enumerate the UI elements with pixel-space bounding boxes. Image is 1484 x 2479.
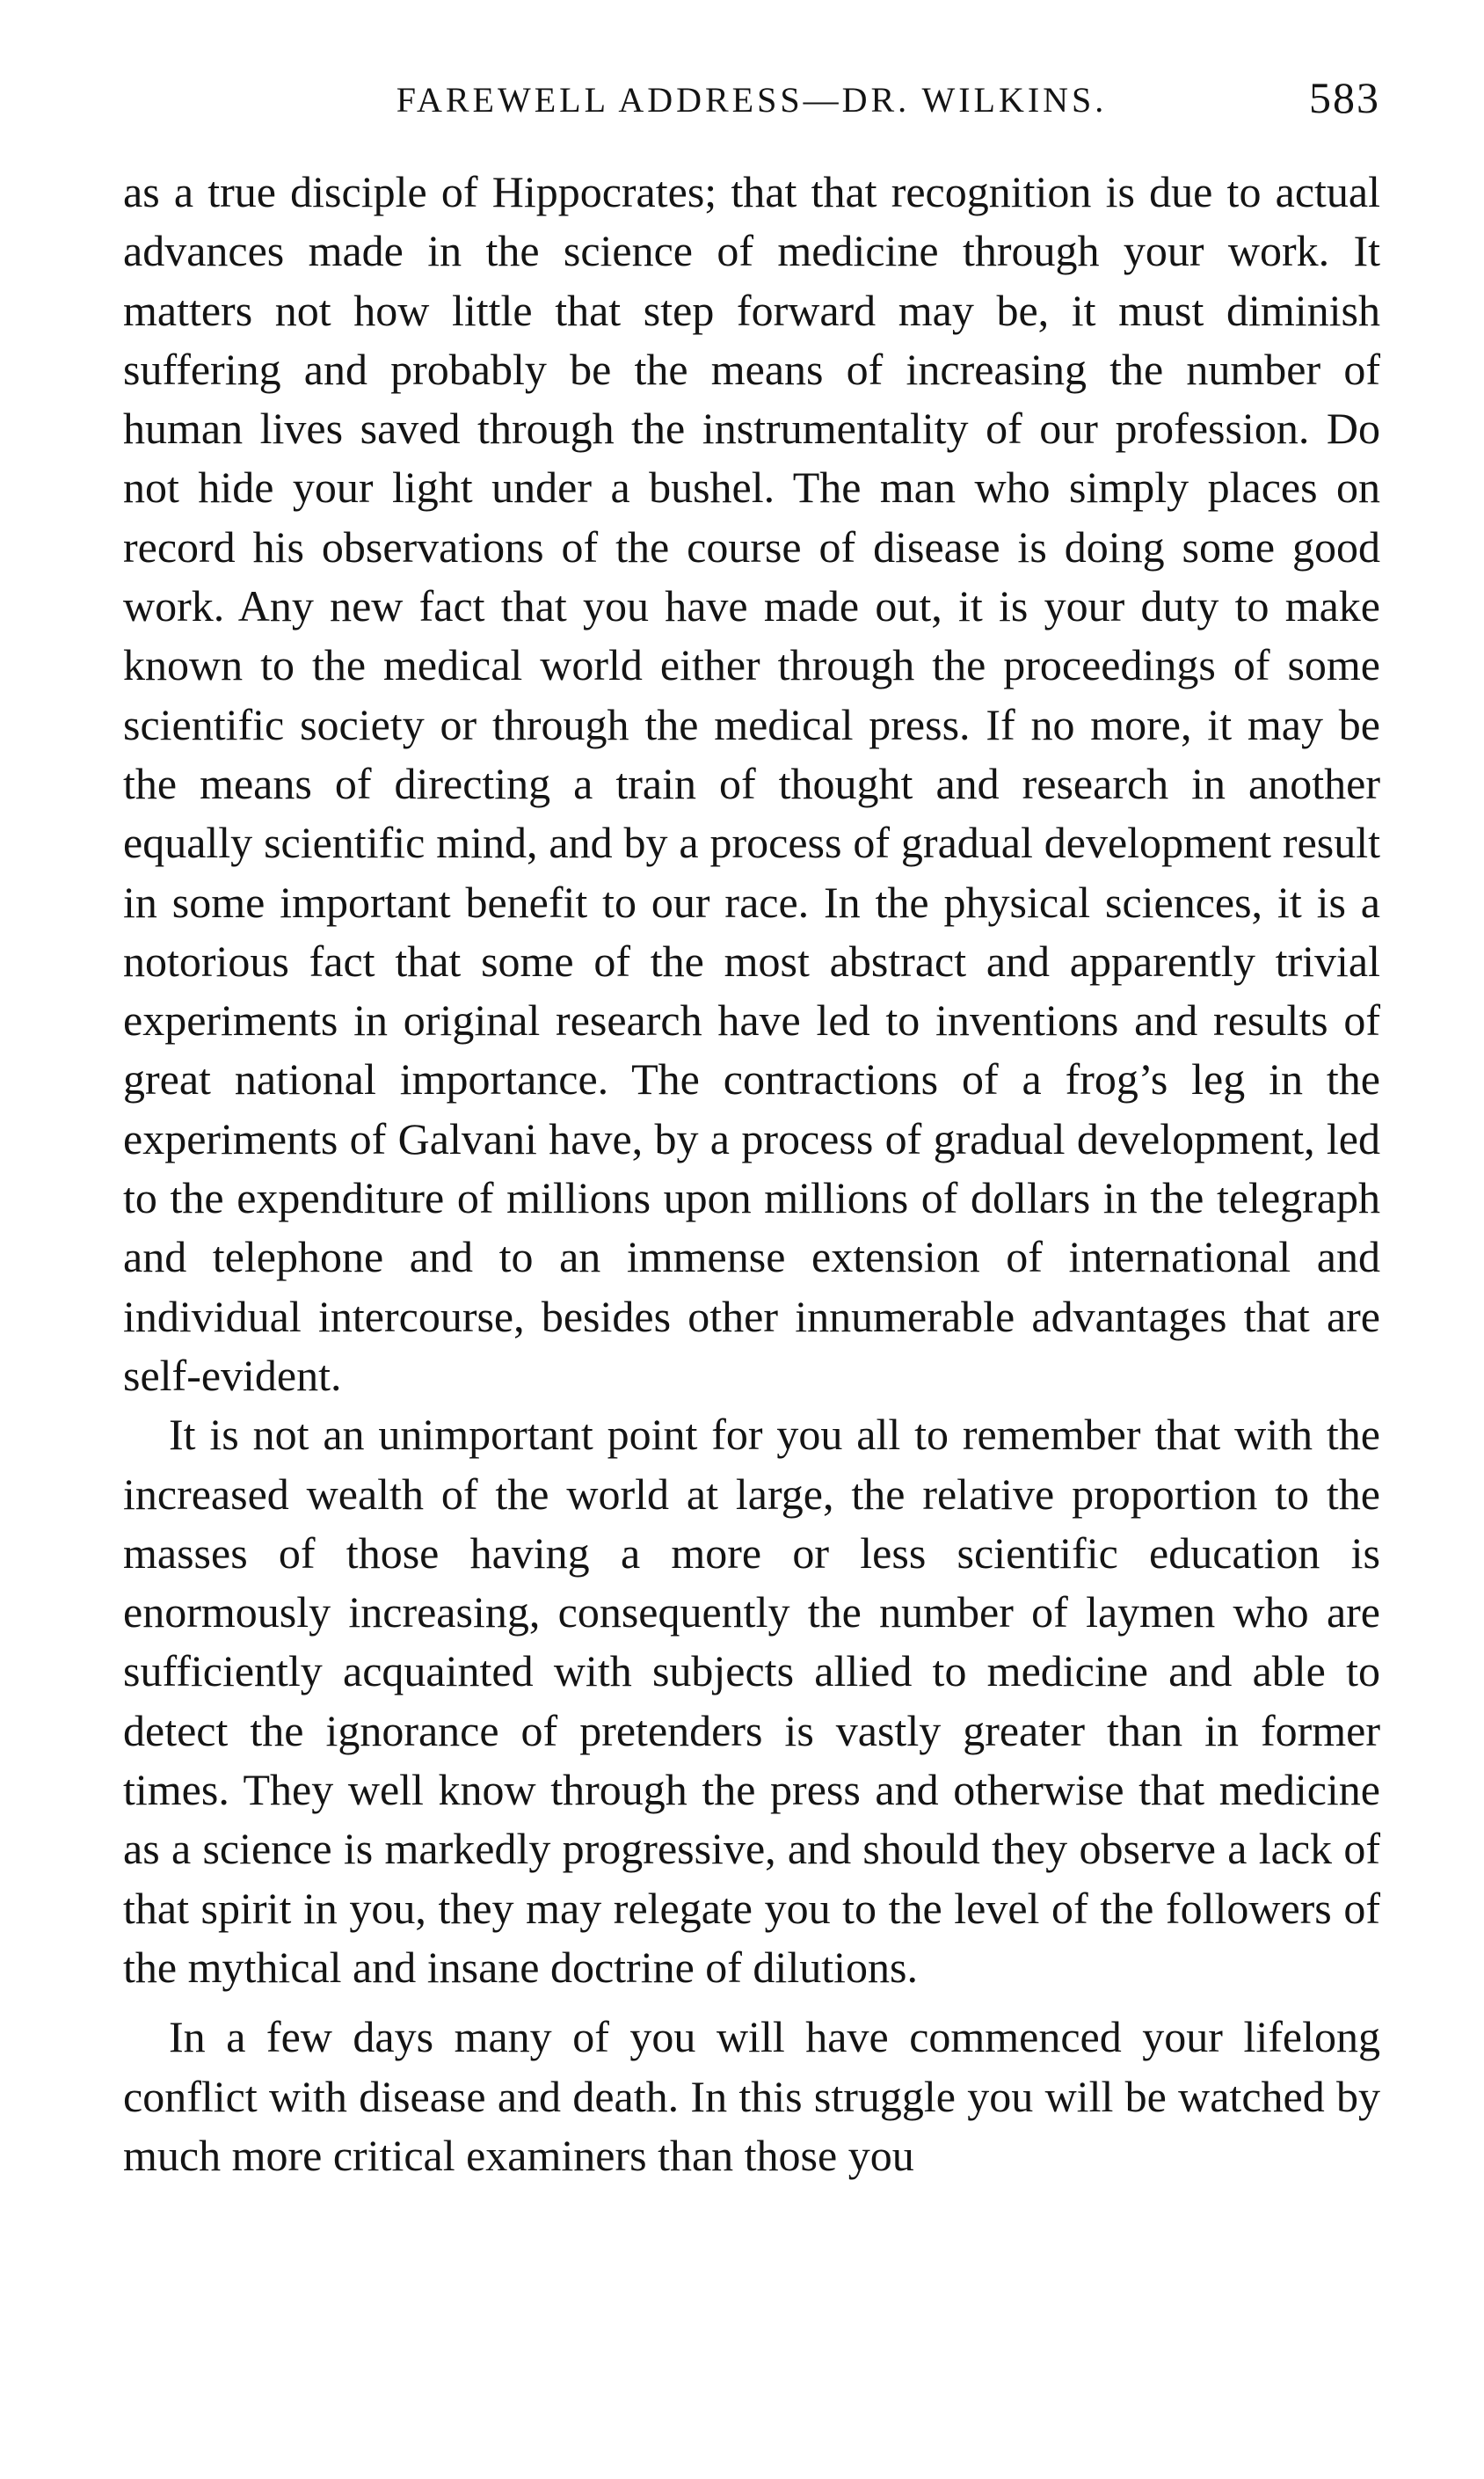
running-title: FAREWELL ADDRESS—DR. WILKINS. [396, 80, 1108, 120]
paragraph-unimportant-point: It is not an unimportant point for you all to remember that with the increased wealth of the world at large, the relative proportion to the masses of those having a more or less scientific education is enormously increasing, consequently the number of laymen who are sufficiently acquainted with subjects allied to medicine and able to detect the ignorance of pretenders is vastly greater than in former times. They well know through the press and otherwise that medicine as a science is markedly progressive, and should they observe a lack of that spirit in you, they may relegate you to the level of the followers of the mythical and insane doctrine of dilutions. [123, 1410, 1380, 1992]
page-number: 583 [1309, 73, 1380, 122]
paragraph-continued: as a true disciple of Hippocrates; that that recognition is due to actual advances made in the science of medicine through your work. It matters not how little that step forward may be, it must diminish suffering and probably be the means of increasing the number of human lives saved through the instrumentality of our profession. Do not hide your light under a bushel. The man who simply places on record his observations of the course of disease is doing some good work. Any new fact that you have made out, it is your duty to make known to the medical world either through the proceedings of some scientific society or through the medical press. If no more, it may be the means of directing a train of thought and research in another equally scientific mind, and by a process of gradual development result in some important benefit to our race. In the physical sciences, it is a notorious fact that some of the most abstract and apparently trivial experiments in original research have led to inventions and results of great national importance. The contractions of a frog’s leg in the experiments of Galvani have, by a process of gradual development, led to the expenditure of millions upon millions of dollars in the telegraph and telephone and to an immense extension of international and individual intercourse, besides other innumerable advantages that are self-evident. [123, 167, 1380, 1400]
body-text [123, 163, 1380, 2185]
paragraph-few-days: In a few days many of you will have commenced your lifelong conflict with disease and death. In this struggle you will be watched by much more critical examiners than those you [123, 2012, 1380, 2180]
running-head [123, 69, 1380, 139]
